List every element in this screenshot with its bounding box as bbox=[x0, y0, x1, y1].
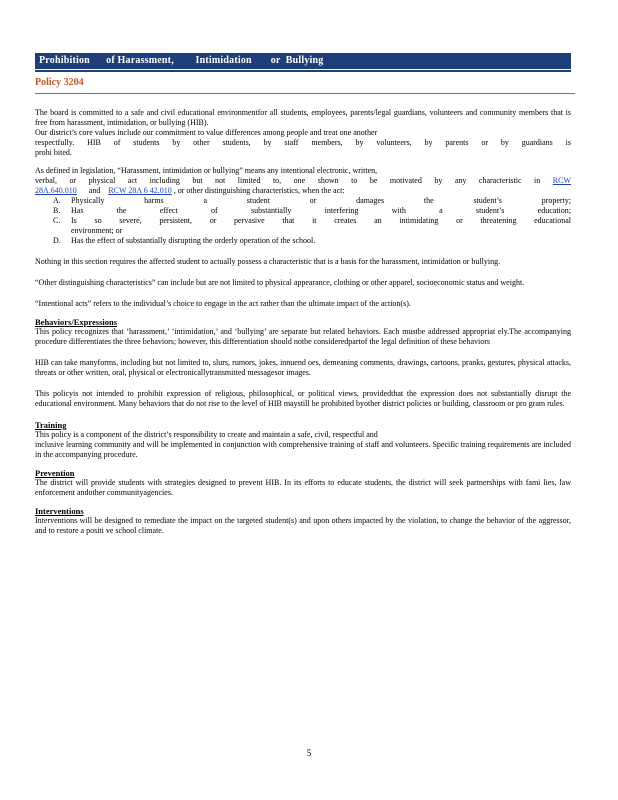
list-item-c bbox=[53, 216, 571, 226]
policy-rule bbox=[35, 93, 575, 94]
list-text: Has the effect of substantially interfering with a student’s education; bbox=[71, 206, 571, 215]
training-heading: Training bbox=[35, 420, 67, 430]
behaviors-paragraph-3: This policyis not intended to prohibit expression of religious, philosophical, or political views, providedthat the expression does not substantially disrupt the educational environment. Many behaviors that do not rise to the level of HIB maystill be prohibited byother district policies or building, classroom or pro gram rules. bbox=[35, 389, 571, 408]
list-marker: A. bbox=[53, 196, 61, 205]
prevention-heading: Prevention bbox=[35, 468, 75, 478]
list-text: environment; or bbox=[71, 226, 123, 235]
rcw-28a642-link[interactable]: RCW 28A 6 42.010 bbox=[108, 186, 172, 195]
prohibited-line: prohi bited. bbox=[35, 148, 72, 157]
document-body bbox=[35, 108, 571, 536]
list-item-c-cont bbox=[53, 226, 571, 236]
other-characteristics-paragraph: “Other distinguishing characteristics” can include but are not limited to physical appearance, clothing or other apparel, socioeconomic status and weight. bbox=[35, 278, 525, 287]
list-item-b bbox=[53, 206, 571, 216]
purpose-paragraph: The board is committed to a safe and civil educational environmentfor all students, employees, parents/legal guardians, volunteers and community members that is free from harassment, intimidation, or bullying (HIB). bbox=[35, 108, 571, 127]
list-text: Has the effect of substantially disrupting the orderly operation of the school. bbox=[71, 236, 316, 245]
list-item-a bbox=[53, 196, 571, 206]
definition-line-2 bbox=[35, 176, 571, 186]
interventions-paragraph: Interventions will be designed to remediate the impact on the targeted student(s) and upon others impacted by the violation, to change the behavior of the aggressor, and to restore a positi ve school climate. bbox=[35, 516, 571, 535]
policy-title-banner: Prohibition of Harassment, Intimidation or Bullying bbox=[35, 53, 571, 69]
training-line-1: This policy is a component of the district’s responsibility to create and maintain a safe, civil, respectful and bbox=[35, 430, 378, 439]
intentional-acts-paragraph: “Intentional acts” refers to the individual’s choice to engage in the act rather than the ultimate impact of the action(s). bbox=[35, 299, 411, 308]
behaviors-paragraph-2: HIB can take manyforms, including but not limited to, slurs, rumors, jokes, innuend oes, demeaning comments, drawings, cartoons, pranks, gestures, physical attacks, threats or other written, oral, physical or electronicallytransmitted messagesor images. bbox=[35, 358, 571, 377]
definition-intro: As defined in legislation, “Harassment, intimidation or bullying” means any intentional electronic, written, bbox=[35, 166, 378, 175]
interventions-heading: Interventions bbox=[35, 506, 84, 516]
list-text: Is so severe, persistent, or pervasive that it creates an intimidating or threatening educational bbox=[71, 216, 571, 225]
definition-line-3 bbox=[35, 186, 571, 196]
characteristic-paragraph: Nothing in this section requires the affected student to actually possess a characteristic that is a basis for the harassment, intimidation or bullying. bbox=[35, 257, 501, 266]
behaviors-paragraph-1: This policy recognizes that ‘harassment,’ ‘intimidation,’ and ‘bullying’ are separate but related behaviors. Each mustbe addressed appropriat ely.The accompanying procedure differentiates the three behaviors; however, this differentiation should notbe consideredpartof the legal definition of these behaviors bbox=[35, 327, 571, 346]
policy-number: Policy 3204 bbox=[35, 77, 84, 88]
title-rule bbox=[35, 70, 571, 72]
respect-line: respectfully. HIB of students by other students, by staff members, by volunteers, by parents or by guardians is bbox=[35, 138, 571, 147]
rcw-link[interactable]: RCW bbox=[552, 176, 571, 185]
behaviors-heading: Behaviors/Expressions bbox=[35, 317, 118, 327]
training-paragraph: inclusive learning community and will be implemented in conjunction with comprehensive training of staff and volunteers. Specific training requirements are included in the accompanying procedure. bbox=[35, 440, 571, 459]
and-text: and bbox=[88, 186, 101, 195]
list-item-d bbox=[53, 236, 571, 246]
list-marker: C. bbox=[53, 216, 61, 225]
page-number: 5 bbox=[306, 748, 312, 758]
prevention-paragraph: The district will provide students with strategies designed to prevent HIB. In its efforts to educate students, the district will seek partnerships with fami lies, law enforcement andother communityagencies. bbox=[35, 478, 571, 497]
rcw-28a640-link[interactable]: 28A.640.010 bbox=[35, 186, 77, 195]
act-criteria-list bbox=[35, 196, 571, 246]
definition-text: verbal, or physical act including but not limited to, one shown to be motivated by any characteristic in bbox=[35, 176, 541, 185]
list-marker: B. bbox=[53, 206, 61, 215]
list-marker: D. bbox=[53, 236, 61, 245]
definition-tail: , or other distinguishing characteristics, when the act: bbox=[173, 186, 345, 195]
list-text: Physically harms a student or damages the student’s property; bbox=[71, 196, 571, 205]
core-values-line: Our district’s core values include our commitment to value differences among people and treat one another bbox=[35, 128, 378, 137]
